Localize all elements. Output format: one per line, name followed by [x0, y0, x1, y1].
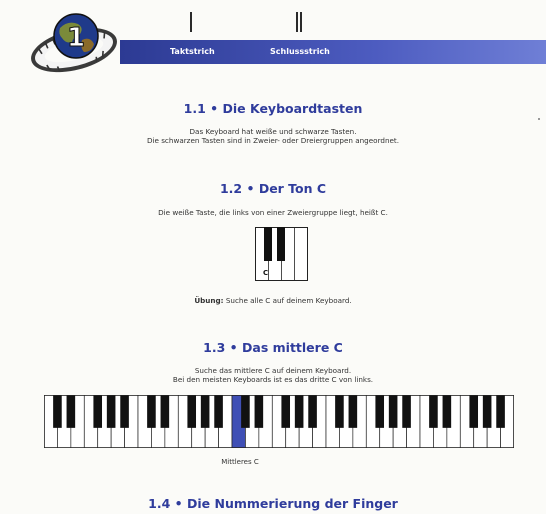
- key-label-c: C: [263, 269, 269, 277]
- label-schlussstrich: Schlussstrich: [270, 47, 330, 56]
- chapter-logo: [26, 6, 122, 82]
- black-key: [187, 395, 196, 428]
- section-text-1-1: Das Keyboard hat weiße und schwarze Tasten. Die schwarzen Tasten sind in Zweier- oder Dreiergruppen angeordnet.: [146, 127, 400, 145]
- speck: [538, 118, 540, 120]
- black-key: [335, 395, 344, 428]
- black-key: [429, 395, 438, 428]
- black-key: [349, 395, 358, 428]
- svg-text:1: 1: [66, 23, 86, 53]
- black-key: [469, 395, 478, 428]
- black-key: [375, 395, 384, 428]
- black-key: [389, 395, 398, 428]
- section-text-1-3: Suche das mittlere C auf deinem Keyboard. Bei den meisten Keyboards ist es das dritte C von links.: [172, 366, 374, 384]
- black-key: [443, 395, 452, 428]
- black-key: [483, 395, 492, 428]
- black-key: [120, 395, 129, 428]
- black-key: [53, 395, 62, 428]
- black-key: [281, 395, 290, 428]
- black-key: [161, 395, 170, 428]
- black-key: [241, 395, 250, 428]
- black-key: [107, 395, 116, 428]
- schlussstrich-symbol-right: [300, 12, 302, 32]
- black-key: [496, 395, 505, 428]
- schlussstrich-symbol-left: [296, 12, 298, 32]
- black-key: [147, 395, 156, 428]
- black-key: [295, 395, 304, 428]
- black-key: [67, 395, 76, 428]
- exercise-1-2: Übung: Suche alle C auf deinem Keyboard.: [194, 296, 352, 305]
- black-key: [214, 395, 223, 428]
- black-key: [93, 395, 102, 428]
- section-heading-1-3: 1.3 • Das mittlere C: [203, 340, 343, 355]
- section-heading-1-4: 1.4 • Die Nummerierung der Finger: [148, 496, 398, 511]
- black-key: [201, 395, 210, 428]
- black-key: [402, 395, 411, 428]
- section-heading-1-2: 1.2 • Der Ton C: [219, 181, 327, 196]
- black-key: [255, 395, 264, 428]
- black-key: [308, 395, 317, 428]
- taktstrich-symbol: [190, 12, 192, 32]
- label-taktstrich: Taktstrich: [170, 47, 215, 56]
- full-keyboard-diagram: [44, 395, 514, 448]
- section-text-1-2: Die weiße Taste, die links von einer Zweiergruppe liegt, heißt C.: [158, 208, 388, 217]
- caption-mittleres-c: Mittleres C: [221, 458, 259, 466]
- section-heading-1-1: 1.1 • Die Keyboardtasten: [183, 101, 363, 116]
- small-keyboard-diagram: [255, 227, 308, 281]
